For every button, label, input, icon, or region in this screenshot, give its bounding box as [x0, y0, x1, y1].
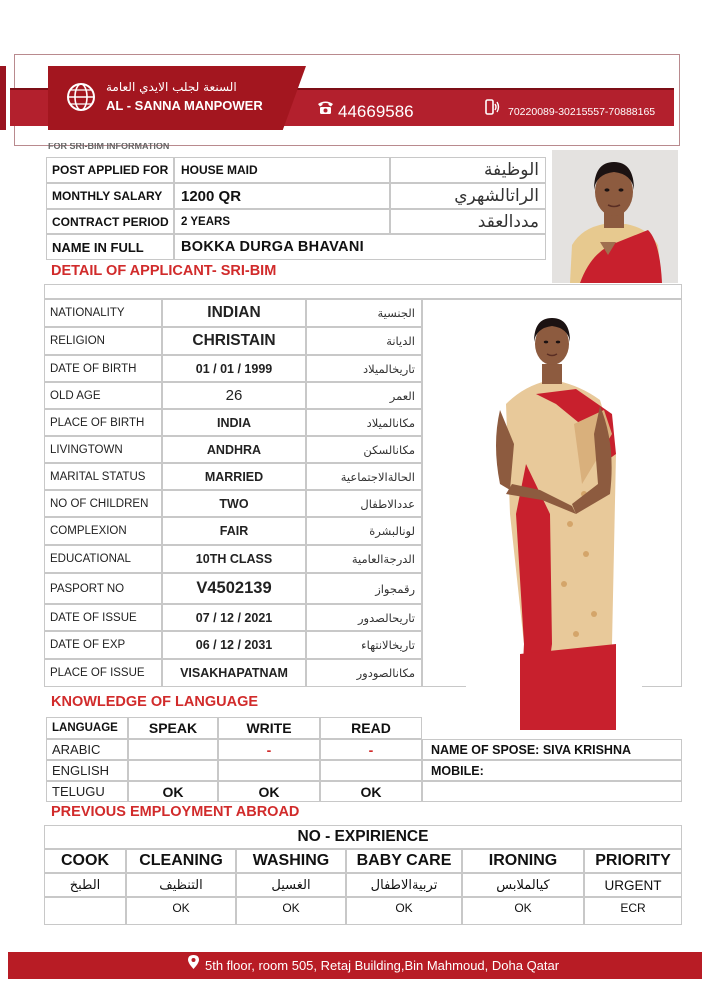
- detail-row-label: RELIGION: [44, 327, 162, 355]
- skill-cell-en: CLEANING: [126, 849, 236, 873]
- detail-row-arabic: تاريخالانتهاء: [306, 631, 422, 659]
- detail-row-label: COMPLEXION: [44, 517, 162, 545]
- mobile-phone-icon: [484, 98, 501, 116]
- detail-row-value: INDIAN: [162, 299, 306, 327]
- skill-cell-en: COOK: [44, 849, 126, 873]
- skill-cell-en: BABY CARE: [346, 849, 462, 873]
- telephone-icon: [317, 100, 334, 115]
- detail-row-arabic: مكانالميلاد: [306, 409, 422, 436]
- detail-row-arabic: تاريخالميلاد: [306, 355, 422, 382]
- skill-cell-ar: التنظيف: [126, 873, 236, 897]
- language-cell: -: [218, 739, 320, 760]
- detail-row-value: FAIR: [162, 517, 306, 545]
- detail-row-label: EDUCATIONAL: [44, 545, 162, 573]
- job-row-arabic: مددالعقد: [390, 209, 546, 234]
- employment-status: NO - EXPIRIENCE: [44, 825, 682, 849]
- skill-cell-ar: كيالملابس: [462, 873, 584, 897]
- skill-cell-vals: ECR: [584, 897, 682, 925]
- language-cell: OK: [128, 781, 218, 802]
- language-cell: [218, 760, 320, 781]
- skill-cell-en: WASHING: [236, 849, 346, 873]
- skill-cell-ar: URGENT: [584, 873, 682, 897]
- detail-row-value: V4502139: [162, 573, 306, 604]
- detail-row-value: 01 / 01 / 1999: [162, 355, 306, 382]
- job-row-value: 2 YEARS: [174, 209, 390, 234]
- header-side-accent: [0, 66, 6, 130]
- detail-row-value: TWO: [162, 490, 306, 517]
- detail-row-value: 26: [162, 382, 306, 409]
- company-name-english: AL - SANNA MANPOWER: [106, 98, 263, 113]
- detail-row-label: DATE OF ISSUE: [44, 604, 162, 631]
- name-label: NAME IN FULL: [46, 234, 174, 260]
- detail-row-arabic: الدرجةالعامية: [306, 545, 422, 573]
- skill-cell-ar: الطبخ: [44, 873, 126, 897]
- company-name-arabic: السنعة لجلب الايدي العامة: [106, 80, 237, 94]
- detail-row-arabic: الجنسية: [306, 299, 422, 327]
- language-heading: KNOWLEDGE OF LANGUAGE: [51, 694, 259, 710]
- language-cell: [320, 760, 422, 781]
- detail-row-label: MARITAL STATUS: [44, 463, 162, 490]
- job-row-arabic: الراتالشهري: [390, 183, 546, 209]
- applicant-detail-heading: DETAIL OF APPLICANT- SRI-BIM: [51, 263, 277, 279]
- job-row-value: 1200 QR: [174, 183, 390, 209]
- language-cell: OK: [320, 781, 422, 802]
- detail-row-value: INDIA: [162, 409, 306, 436]
- applicant-full-photo: [466, 314, 642, 732]
- skill-cell-vals: OK: [462, 897, 584, 925]
- globe-logo-icon: [66, 82, 96, 112]
- detail-row-arabic: تاريحالصدور: [306, 604, 422, 631]
- spouse-name: NAME OF SPOSE: SIVA KRISHNA: [422, 739, 682, 760]
- detail-row-value: ANDHRA: [162, 436, 306, 463]
- employment-heading: PREVIOUS EMPLOYMENT ABROAD: [51, 804, 300, 820]
- skill-cell-vals: OK: [236, 897, 346, 925]
- detail-row-value: VISAKHAPATNAM: [162, 659, 306, 687]
- detail-row-value: MARRIED: [162, 463, 306, 490]
- skill-cell-vals: OK: [346, 897, 462, 925]
- language-cell: TELUGU: [46, 781, 128, 802]
- skill-cell-ar: تربيةالاطفال: [346, 873, 462, 897]
- detail-row-value: CHRISTAIN: [162, 327, 306, 355]
- applicant-portrait-photo: [552, 150, 678, 283]
- detail-row-label: PLACE OF BIRTH: [44, 409, 162, 436]
- language-cell: [128, 739, 218, 760]
- detail-row-arabic: الديانة: [306, 327, 422, 355]
- skill-cell-ar: الغسيل: [236, 873, 346, 897]
- language-cell: ARABIC: [46, 739, 128, 760]
- spouse-blank: [422, 781, 682, 802]
- spouse-mobile: MOBILE:: [422, 760, 682, 781]
- spacer-row: [44, 284, 682, 299]
- language-cell: ENGLISH: [46, 760, 128, 781]
- section-sliver-title: FOR SRI-BIM INFORMATION: [48, 143, 170, 150]
- footer-address: 5th floor, room 505, Retaj Building,Bin Mahmoud, Doha Qatar: [205, 958, 560, 973]
- detail-row-label: OLD AGE: [44, 382, 162, 409]
- detail-row-label: PASPORT NO: [44, 573, 162, 604]
- mobile-numbers: 70220089-30215557-70888165: [508, 106, 656, 118]
- detail-row-value: 10TH CLASS: [162, 545, 306, 573]
- skill-cell-en: IRONING: [462, 849, 584, 873]
- skill-cell-en: PRIORITY: [584, 849, 682, 873]
- detail-row-arabic: الحالةالاجتماعية: [306, 463, 422, 490]
- detail-row-arabic: مكانالسكن: [306, 436, 422, 463]
- skill-cell-vals: OK: [126, 897, 236, 925]
- job-row-label: POST APPLIED FOR: [46, 157, 174, 183]
- location-pin-icon: [188, 955, 199, 969]
- detail-row-value: 07 / 12 / 2021: [162, 604, 306, 631]
- detail-row-arabic: رقمجواز: [306, 573, 422, 604]
- language-cell: OK: [218, 781, 320, 802]
- language-col-header: SPEAK: [128, 717, 218, 739]
- detail-row-arabic: العمر: [306, 382, 422, 409]
- phone-number: 44669586: [338, 102, 414, 121]
- detail-row-arabic: عددالاطفال: [306, 490, 422, 517]
- language-col-header: READ: [320, 717, 422, 739]
- detail-row-label: LIVINGTOWN: [44, 436, 162, 463]
- detail-row-arabic: مكانالصودور: [306, 659, 422, 687]
- detail-row-label: NO OF CHILDREN: [44, 490, 162, 517]
- detail-row-value: 06 / 12 / 2031: [162, 631, 306, 659]
- language-col-header: WRITE: [218, 717, 320, 739]
- detail-row-label: DATE OF EXP: [44, 631, 162, 659]
- language-col-header: LANGUAGE: [46, 717, 128, 739]
- detail-row-label: PLACE OF ISSUE: [44, 659, 162, 687]
- language-cell: [128, 760, 218, 781]
- job-row-arabic: الوظيفة: [390, 157, 546, 183]
- skill-cell-vals: [44, 897, 126, 925]
- job-row-label: CONTRACT PERIOD: [46, 209, 174, 234]
- name-value: BOKKA DURGA BHAVANI: [174, 234, 546, 260]
- language-cell: -: [320, 739, 422, 760]
- detail-row-label: NATIONALITY: [44, 299, 162, 327]
- detail-row-label: DATE OF BIRTH: [44, 355, 162, 382]
- job-row-label: MONTHLY SALARY: [46, 183, 174, 209]
- job-row-value: HOUSE MAID: [174, 157, 390, 183]
- detail-row-arabic: لونالبشرة: [306, 517, 422, 545]
